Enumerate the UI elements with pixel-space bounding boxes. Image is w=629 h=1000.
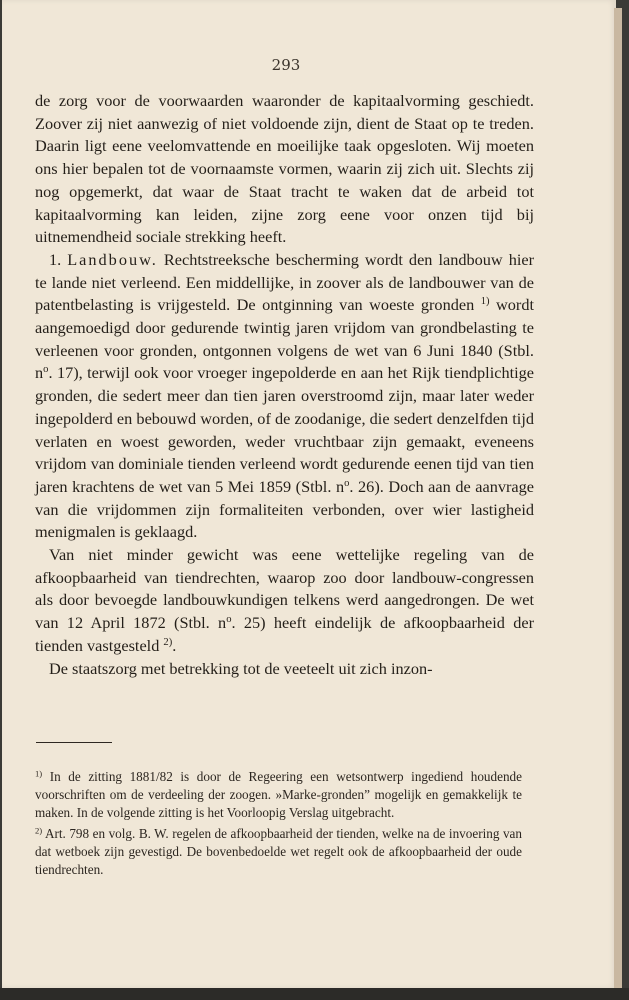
paragraph-text: Van niet minder gewicht was eene wettelijke regeling van de afkoopbaarheid van tiendrechten, waarop zoo door landbouw-congressen als door bevoegde landbouwkundigen telkens werd aangedrongen. De wet van 12 April 1872 (Stbl. n bbox=[35, 545, 534, 633]
ordinal-marker: o bbox=[43, 364, 49, 376]
paragraph-text: . 25) heeft eindelijk de afkoopbaarheid der tienden vastgesteld bbox=[35, 613, 534, 655]
book-page bbox=[2, 0, 616, 988]
ordinal-marker: o bbox=[226, 614, 232, 626]
paragraph-text: . 26). Doch aan de aanvrage van die vrijdommen zijn formaliteiten verbonden, over wier lastigheid menigmalen is geklaagd. bbox=[35, 476, 534, 542]
paragraph-3 bbox=[35, 544, 534, 658]
paragraph-text: . 17), terwijl ook voor vroeger ingepolderde en aan het Rijk tiendplichtige gronden, die sedert meer dan tien jaren overstroomd zijn, maar later weder ingepolderd en bebouwd worden, of de zoodanige, die sedert denzelfden tijd verlaten en woest geworden, weder vruchtbaar zijn gemaakt, eveneens vrijdom van dominiale tienden verleend wordt gedurende eenen tijd van tien jaren krachtens de wet van 5 Mei 1859 (Stbl. n bbox=[35, 363, 534, 496]
paragraph-2 bbox=[35, 249, 534, 544]
footnote-number: 1) bbox=[35, 768, 43, 779]
paragraph-1 bbox=[35, 90, 534, 249]
footnote-2 bbox=[35, 825, 522, 880]
paragraph-text: 1. bbox=[49, 249, 68, 269]
scan-border bbox=[0, 988, 629, 1000]
section-heading-landbouw: Landbouw. bbox=[67, 249, 158, 269]
footnote-marker-2[interactable]: 2) bbox=[163, 637, 173, 649]
page-edge bbox=[614, 8, 622, 988]
footnote-1 bbox=[35, 768, 522, 823]
paragraph-text: wordt aangemoedigd door gedurende twintig jaren vrijdom van grondbelasting te verleenen voor gronden, ontgonnen volgens de wet van 6 Juni 1840 (Stbl. n bbox=[35, 295, 535, 383]
footnotes bbox=[35, 768, 522, 881]
page-number: 293 bbox=[271, 56, 301, 74]
footnote-divider bbox=[36, 742, 112, 743]
body-text bbox=[35, 90, 534, 680]
ordinal-marker: o bbox=[344, 478, 350, 490]
paragraph-text: De staatszorg met betrekking tot de veeteelt uit zich inzon- bbox=[49, 658, 433, 678]
paragraph-text: de zorg voor de voorwaarden waaronder de kapitaalvorming geschiedt. Zoover zij niet aanwezig of niet voldoende zijn, dient de Staat op te treden. Daarin ligt eene veelomvattende en moeilijke taak opgesloten. Wij moeten ons hier bepalen tot de voornaamste vormen, waarin zij zich uit. Slechts zij nog opgemerkt, dat waar de Staat tracht te waken dat de arbeid tot kapitaalvorming kan leiden, zijne zorg eene voor onzen tijd bij uitnemendheid sociale strekking heeft. bbox=[35, 91, 534, 247]
paragraph-4 bbox=[35, 658, 534, 681]
footnote-text: Art. 798 en volg. B. W. regelen de afkoopbaarheid der tienden, welke na de invoering van dat wetboek zijn gevestigd. De bovenbedoelde wet regelt ook de afkoopbaarheid der oude tiendrechten. bbox=[35, 825, 522, 878]
footnote-number: 2) bbox=[35, 824, 43, 835]
paragraph-text: . bbox=[172, 635, 177, 655]
paragraph-text: Rechtstreeksche bescherming wordt den landbouw hier te lande niet verleend. Een middellijke, in zoover als de landbouwer van de patentbelasting is vrijgesteld. De ontginning van woeste gronden bbox=[35, 249, 535, 315]
footnote-text: In de zitting 1881/82 is door de Regeering een wetsontwerp ingediend houdende voorschriften om de verdeeling der zoogen. »Marke-gronden” mogelijk en gemakkelijk te maken. In de volgende zitting is het Voorloopig Verslag uitgebracht. bbox=[35, 769, 522, 821]
footnote-marker-1[interactable]: 1) bbox=[480, 296, 490, 308]
